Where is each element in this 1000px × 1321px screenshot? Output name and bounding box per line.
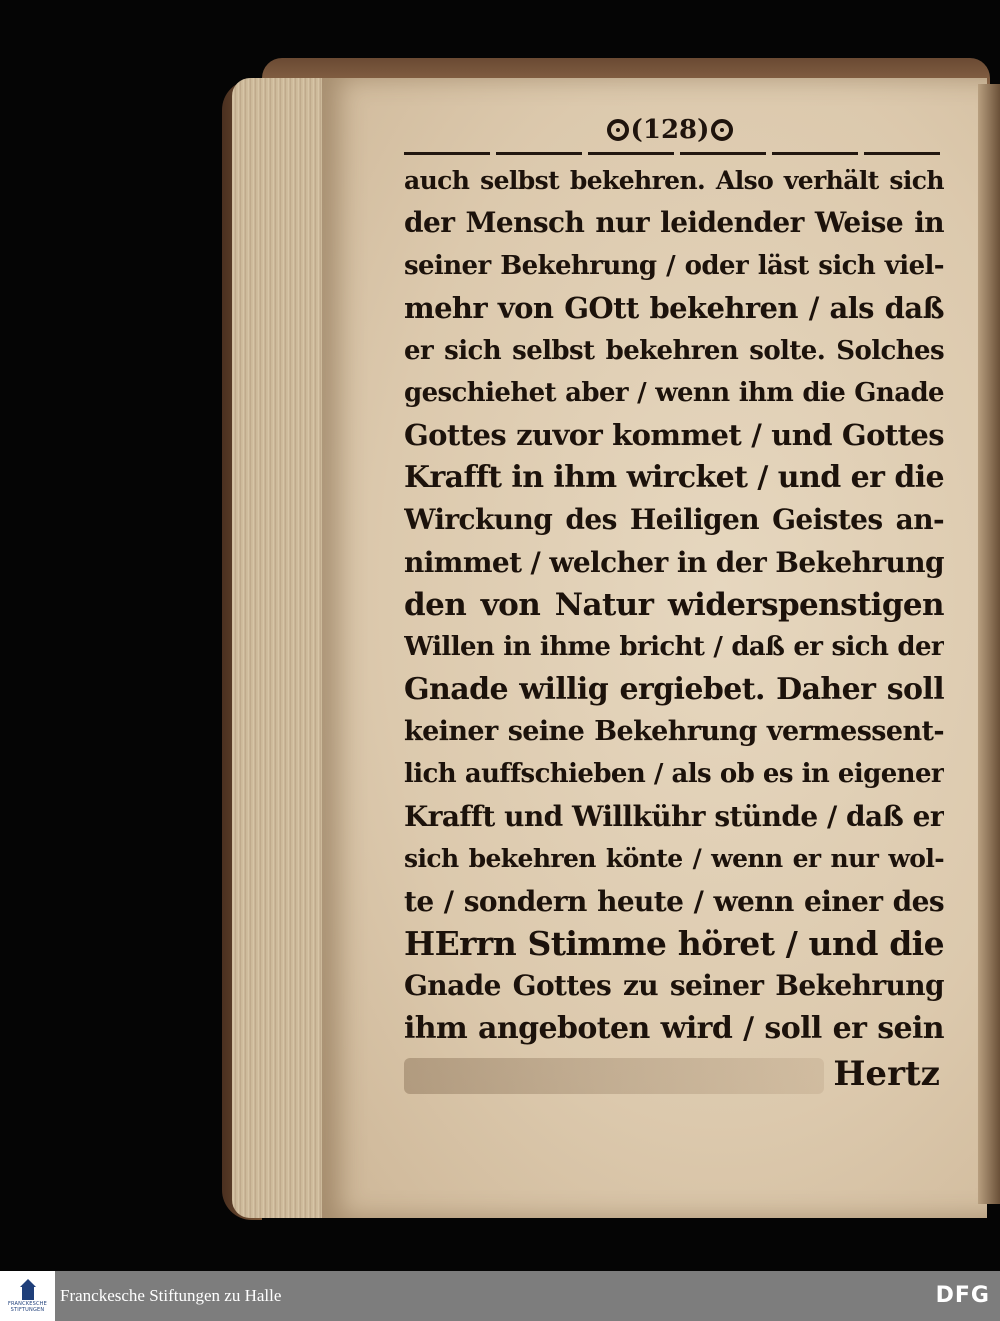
header-rule [404,152,940,155]
ornament-right-icon [711,119,733,141]
footer-bar [0,1271,1000,1321]
text-line: Willen in ihme bricht / daß er sich der [404,632,944,663]
page-header [590,112,750,148]
text-line: Gnade willig ergiebet. Daher soll [404,671,944,707]
dfg-logo[interactable]: DFG [935,1283,990,1308]
text-line: Krafft in ihm wircket / und er die [404,459,944,495]
text-line: auch selbst bekehren. Also verhält sich [404,166,944,195]
text-line: Gnade Gottes zu seiner Bekehrung [404,969,944,1003]
institution-logo[interactable] [0,1271,55,1321]
text-line: er sich selbst bekehren solte. Solches [404,335,944,366]
building-icon [18,1279,38,1301]
logo-text-line2: STIFTUNGEN [10,1307,45,1313]
text-line: Wirckung des Heiligen Geistes an- [404,503,944,537]
text-line: sich bekehren könte / wenn er nur wol- [404,844,944,874]
text-line: HErrn Stimme höret / und die [404,924,944,964]
catchword-row [404,1052,940,1096]
page-number: (128) [630,115,710,145]
text-line: nimmet / welcher in der Bekehrung [404,545,944,579]
text-line: Gottes zuvor kommet / und Gottes [404,418,944,453]
text-line: den von Natur widerspenstigen [404,586,944,623]
text-line: der Mensch nur leidender Weise in [404,206,944,240]
page-text [404,160,944,1050]
text-line: ihm angeboten wird / soll er sein [404,1010,944,1046]
ink-smudge [404,1058,824,1094]
ornament-left-icon [607,119,629,141]
catchword: Hertz [833,1054,940,1094]
page-edges [232,78,332,1218]
text-line: geschiehet aber / wenn ihm die Gnade [404,377,944,408]
logo-text-line1: FRANCKESCHE [7,1301,48,1307]
text-line: te / sondern heute / wenn einer des [404,884,944,918]
text-line: lich auffschieben / als ob es in eigener [404,759,944,790]
text-line: seiner Bekehrung / oder läst sich viel- [404,250,944,281]
text-line: Krafft und Willkühr stünde / daß er [404,799,944,833]
text-line: mehr von GOtt bekehren / als daß [404,291,944,326]
text-line: keiner seine Bekehrung vermessent- [404,716,944,748]
institution-name[interactable]: Franckesche Stiftungen zu Halle [60,1286,282,1305]
page-gutter [978,84,1000,1204]
